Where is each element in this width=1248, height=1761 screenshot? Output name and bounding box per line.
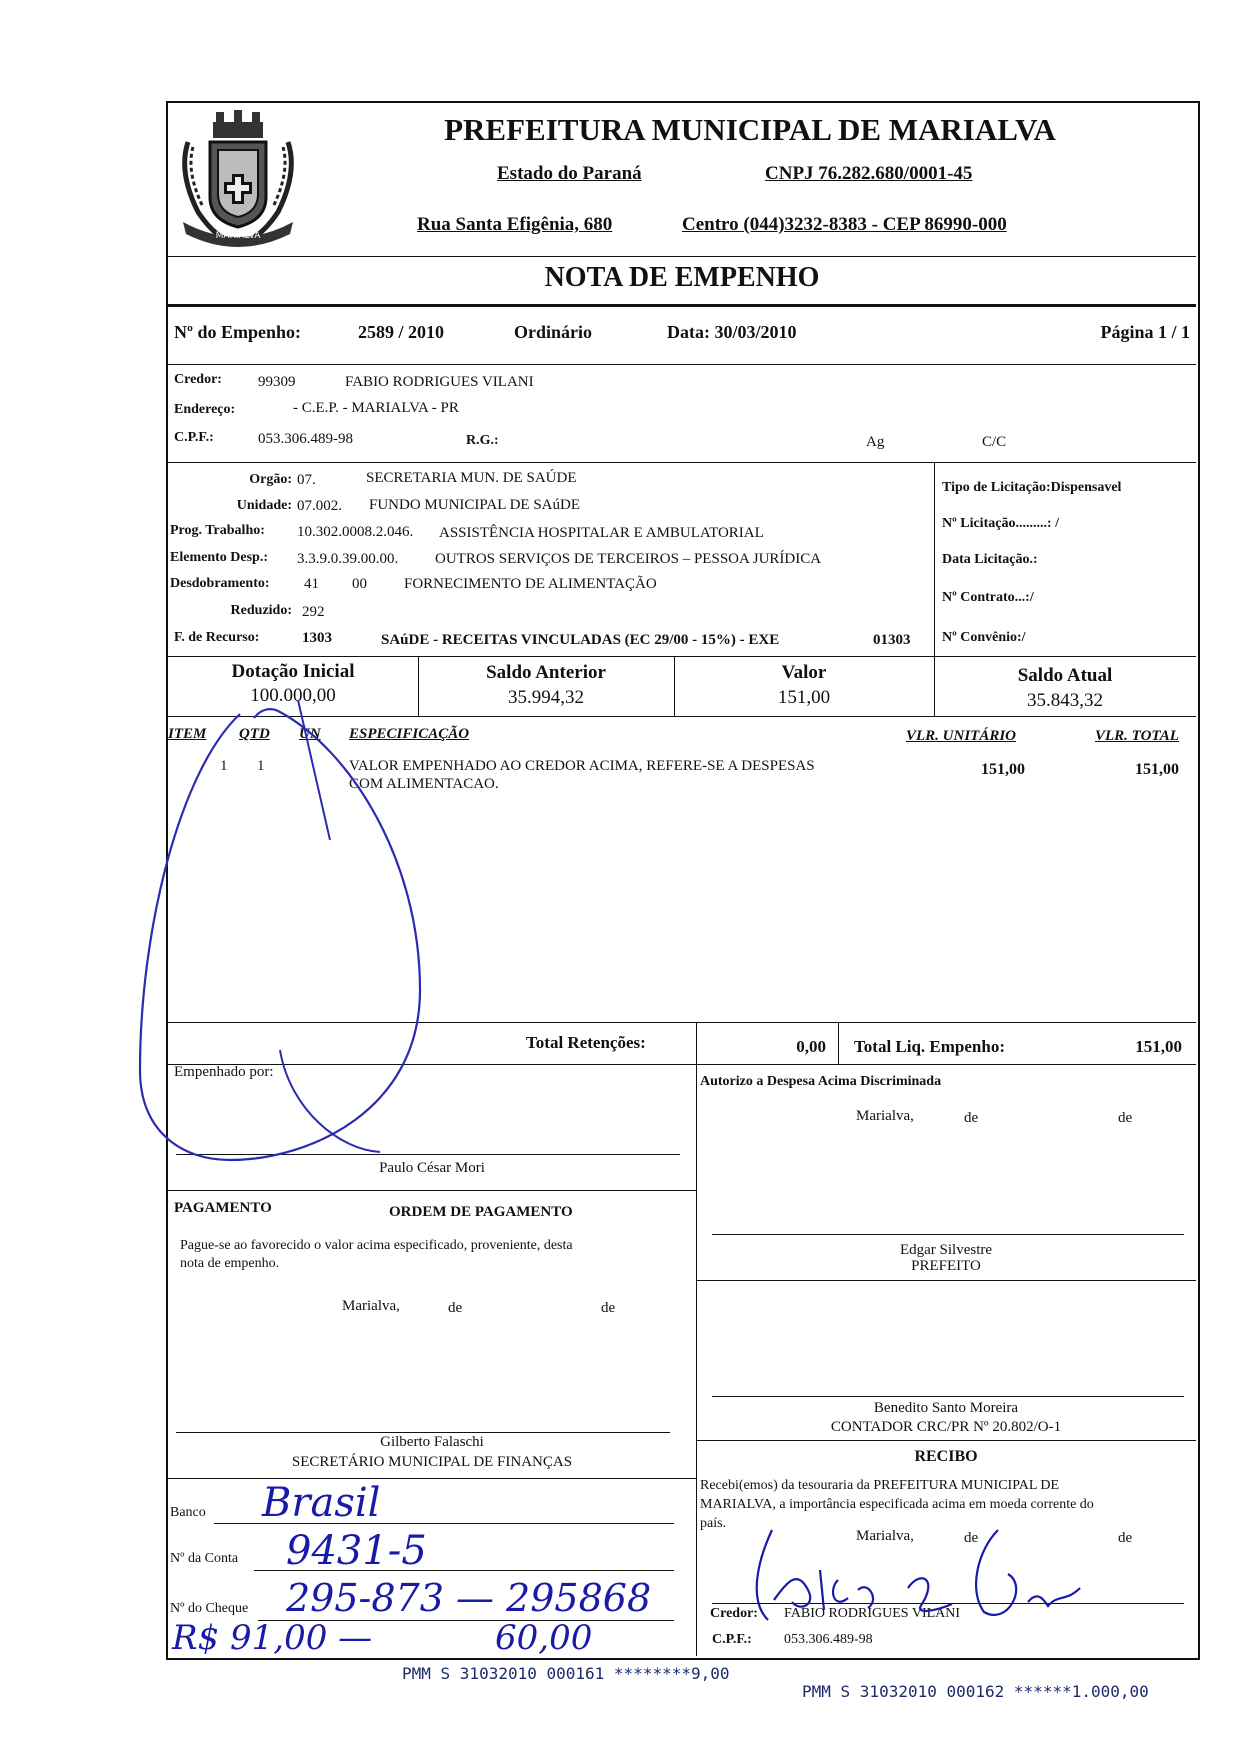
banco-handwritten: Brasil (262, 1480, 381, 1526)
numero-convenio: Nº Convênio:/ (942, 630, 1026, 645)
contador-name: Benedito Santo Moreira (873, 1400, 1019, 1416)
prog-label: Prog. Trabalho: (170, 523, 265, 538)
items-header-spec: ESPECIFICAÇÃO (349, 726, 470, 742)
elemento-name: OUTROS SERVIÇOS DE TERCEIROS – PESSOA JURÍDICA (435, 551, 822, 567)
autorizo-de1: de (964, 1110, 979, 1126)
amount2-handwritten: 60,00 (495, 1618, 593, 1658)
pagamento-text-line1: Pague-se ao favorecido o valor acima especificado, proveniente, desta (180, 1238, 573, 1253)
item-spec-line1: VALOR EMPENHADO AO CREDOR ACIMA, REFERE-SE A DESPESAS (349, 758, 815, 774)
empenho-number: 2589 / 2010 (358, 322, 445, 342)
secretario-name: Gilberto Falaschi (380, 1434, 484, 1450)
cpf-label: C.P.F.: (174, 430, 214, 445)
data-licitacao: Data Licitação.: (942, 552, 1038, 567)
rg-label: R.G.: (466, 433, 499, 448)
recibo-cpf-label: C.P.F.: (712, 1632, 752, 1647)
tipo-licitacao: Tipo de Licitação:Dispensavel (942, 480, 1122, 495)
dotacao-inicial-value: 100.000,00 (250, 685, 336, 706)
empenho-number-label: Nº do Empenho: (174, 322, 301, 342)
item-qtd: 1 (257, 758, 265, 774)
total-liquido-value: 151,00 (1135, 1037, 1182, 1056)
stamp-line-2: PMM S 31032010 000162 ******1.000,00 (802, 1682, 1149, 1701)
prog-code: 10.302.0008.2.046. (297, 524, 414, 540)
saldo-atual-value: 35.843,32 (1027, 690, 1103, 711)
credor-name: FABIO RODRIGUES VILANI (345, 374, 534, 390)
desdobramento-label: Desdobramento: (170, 576, 270, 591)
ag-label: Ag (866, 434, 885, 450)
items-header-total-value: VLR. TOTAL (1095, 728, 1179, 744)
pagamento-label: PAGAMENTO (174, 1200, 272, 1216)
recibo-de1: de (964, 1530, 979, 1546)
items-header-item: ITEM (168, 726, 207, 742)
header-state: Estado do Paraná (497, 163, 642, 184)
coat-of-arms-banner-text: MARIALVA (215, 231, 261, 241)
orgao-label: Orgão: (249, 472, 292, 487)
dotacao-inicial-label: Dotação Inicial (231, 661, 355, 682)
recibo-de2: de (1118, 1530, 1133, 1546)
recibo-credor-name: FABIO RODRIGUES VILANI (784, 1606, 961, 1621)
unidade-code: 07.002. (297, 498, 342, 514)
recibo-credor-label: Credor: (710, 1606, 758, 1621)
prefeito-role: PREFEITO (911, 1258, 981, 1274)
recibo-city: Marialva, (856, 1528, 914, 1544)
credor-label: Credor: (174, 372, 222, 387)
recurso-name: SAúDE - RECEITAS VINCULADAS (EC 29/00 - 15%) - EXE (381, 632, 780, 648)
item-number: 1 (220, 758, 228, 774)
pagamento-city: Marialva, (342, 1298, 400, 1314)
recibo-title: RECIBO (914, 1448, 978, 1465)
recurso-code: 1303 (302, 630, 332, 646)
desdobramento-sub: 00 (352, 576, 367, 592)
pagamento-de2: de (601, 1300, 616, 1316)
credor-cpf: 053.306.489-98 (258, 431, 353, 447)
desdobramento-name: FORNECIMENTO DE ALIMENTAÇÃO (404, 576, 657, 592)
total-retencoes-label: Total Retenções: (526, 1033, 646, 1052)
empenho-date: Data: 30/03/2010 (667, 322, 797, 342)
total-liquido-label: Total Liq. Empenho: (854, 1037, 1005, 1056)
total-retencoes-value: 0,00 (796, 1037, 826, 1056)
conta-label: Nº da Conta (170, 1551, 239, 1566)
saldo-anterior-label: Saldo Anterior (486, 662, 606, 683)
conta-handwritten: 9431-5 (286, 1528, 427, 1574)
secretario-role: SECRETÁRIO MUNICIPAL DE FINANÇAS (291, 1454, 573, 1470)
unidade-label: Unidade: (236, 498, 292, 513)
header-address: Rua Santa Efigênia, 680 (417, 214, 613, 235)
prog-name: ASSISTÊNCIA HOSPITALAR E AMBULATORIAL (439, 525, 764, 541)
items-header-unit-value: VLR. UNITÁRIO (906, 728, 1017, 744)
credor-address: - C.E.P. - MARIALVA - PR (293, 400, 459, 416)
empenhado-por-label: Empenhado por: (174, 1064, 274, 1080)
orgao-name: SECRETARIA MUN. DE SAÚDE (366, 470, 577, 486)
numero-licitacao: Nº Licitação.........: / (942, 516, 1059, 531)
page-title: PREFEITURA MUNICIPAL DE MARIALVA (444, 112, 1056, 147)
credor-code: 99309 (258, 374, 296, 390)
contador-role: CONTADOR CRC/PR Nº 20.802/O-1 (830, 1419, 1062, 1435)
item-spec-line2: COM ALIMENTACAO. (349, 776, 499, 792)
cc-label: C/C (982, 434, 1007, 450)
autorizo-de2: de (1118, 1110, 1133, 1126)
recibo-text-line1: Recebi(emos) da tesouraria da PREFEITURA MUNICIPAL DE (700, 1478, 1060, 1493)
document-title: NOTA DE EMPENHO (544, 262, 820, 293)
recibo-cpf: 053.306.489-98 (784, 1632, 873, 1647)
credor-signature-mark (708, 1490, 1108, 1630)
saldo-atual-label: Saldo Atual (1017, 665, 1113, 686)
ordem-pagamento-label: ORDEM DE PAGAMENTO (389, 1204, 573, 1220)
cheque-handwritten: 295-873 — 295868 (286, 1576, 652, 1620)
orgao-code: 07. (297, 472, 316, 488)
recibo-text-line2: MARIALVA, a importância especificada acima em moeda corrente do (700, 1497, 1094, 1512)
elemento-code: 3.3.9.0.39.00.00. (297, 551, 399, 567)
pagamento-text-line2: nota de empenho. (180, 1256, 280, 1271)
unidade-name: FUNDO MUNICIPAL DE SAúDE (369, 497, 580, 513)
recibo-text-line3: país. (700, 1516, 727, 1531)
recurso-number: 01303 (873, 632, 911, 648)
amount-handwritten: R$ 91,00 — (172, 1618, 373, 1658)
saldo-anterior-value: 35.994,32 (508, 687, 584, 708)
elemento-label: Elemento Desp.: (170, 550, 268, 565)
header-address2: Centro (044)3232-8383 - CEP 86990-000 (682, 214, 1007, 235)
recurso-label: F. de Recurso: (174, 630, 260, 645)
item-unit-value: 151,00 (981, 761, 1025, 778)
numero-contrato: Nº Contrato...:/ (942, 590, 1034, 605)
empenhado-por-name: Paulo César Mori (379, 1160, 485, 1176)
header-cnpj: CNPJ 76.282.680/0001-45 (765, 163, 973, 184)
reduzido-label: Reduzido: (230, 603, 292, 618)
desdobramento-code: 41 (304, 576, 319, 592)
page-number: Página 1 / 1 (1100, 322, 1190, 342)
item-total-value: 151,00 (1135, 761, 1179, 778)
banco-label: Banco (170, 1505, 206, 1520)
empenho-type: Ordinário (514, 322, 593, 342)
autorizo-label: Autorizo a Despesa Acima Discriminada (700, 1074, 942, 1089)
valor-label: Valor (781, 662, 827, 683)
hand-drawn-oval-mark (120, 690, 440, 1180)
items-header-un: UN (299, 726, 321, 742)
pagamento-de1: de (448, 1300, 463, 1316)
autorizo-city: Marialva, (856, 1108, 914, 1124)
valor-value: 151,00 (777, 687, 831, 708)
reduzido-code: 292 (302, 604, 325, 620)
stamp-line-1: PMM S 31032010 000161 ********9,00 (402, 1664, 730, 1683)
cheque-label: Nº do Cheque (170, 1601, 249, 1616)
items-header-qtd: QTD (239, 726, 270, 742)
prefeito-name: Edgar Silvestre (899, 1242, 993, 1258)
address-label: Endereço: (174, 402, 236, 417)
